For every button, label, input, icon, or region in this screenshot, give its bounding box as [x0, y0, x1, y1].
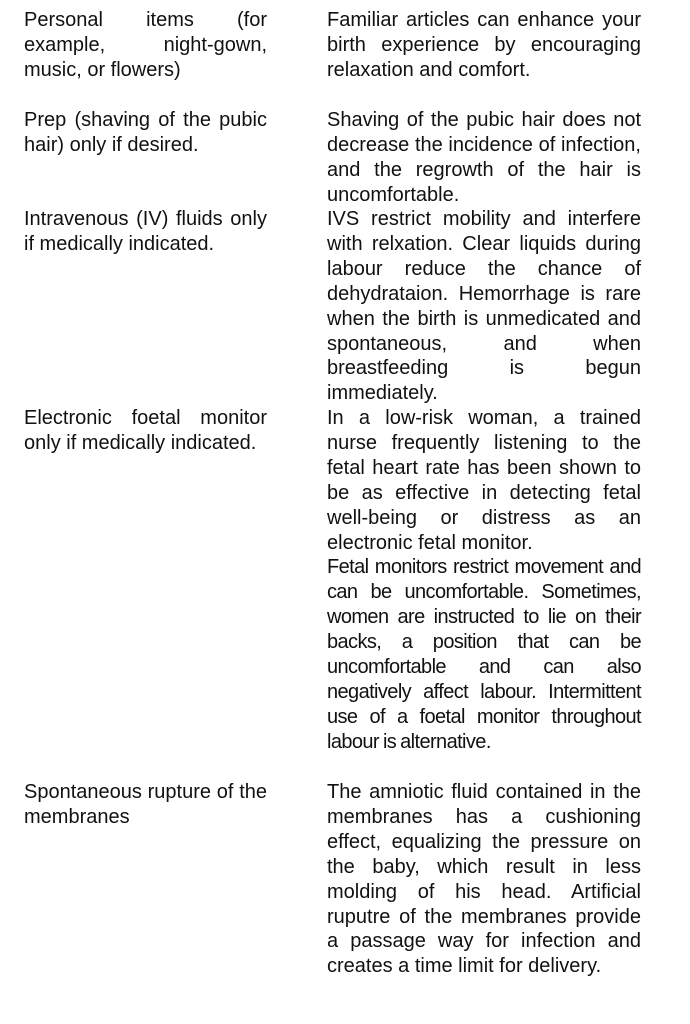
- explanation-text: IVS restrict mobility and interfere with relxation. Clear liquids during labour reduce the chance of dehydrataion. Hemorrhage is rare when the birth is unmedicated and spontaneous, and when breastfeeding is begun immediately.: [327, 208, 641, 405]
- label-text: Personal items (for example, night-gown, music, or flowers): [24, 9, 267, 81]
- explanation-text: Familiar articles can enhance your birth experience by encouraging relaxation and comfort.: [327, 9, 641, 81]
- explanation-text: In a low-risk woman, a trained nurse frequently listening to the fetal heart rate has been shown to be as effective in detecting fetal well-being or distress as an electronic fetal monitor.: [327, 407, 641, 554]
- explanation-text: The amniotic fluid contained in the membranes has a cushioning effect, equalizing the pressure on the baby, which result in less molding of his head. Artificial ruputre of the membranes provide a passage way for infection and creates a time limit for delivery.: [327, 781, 641, 978]
- row-label: [24, 406, 267, 456]
- row-explanation: [327, 406, 641, 755]
- row-label: [24, 108, 267, 158]
- row-label: [24, 8, 267, 83]
- row-explanation: [327, 108, 641, 208]
- label-text: Spontaneous rupture of the membranes: [24, 781, 267, 828]
- row-explanation: [327, 207, 641, 406]
- explanation-text: Shaving of the pubic hair does not decrease the incidence of infection, and the regrowth of the hair is uncomfortable.: [327, 109, 641, 206]
- label-text: Prep (shaving of the pubic hair) only if desired.: [24, 109, 267, 156]
- label-text: Intravenous (IV) fluids only if medically indicated.: [24, 208, 267, 255]
- explanation-text-continued: Fetal monitors restrict movement and can be uncomfortable. Sometimes, women are instructed to lie on their backs, a position that can be uncomfortable and can also negatively affect labour. Intermittent use of a foetal monitor throughout labour is alternative.: [327, 556, 641, 753]
- row-explanation: [327, 780, 641, 979]
- label-text: Electronic foetal monitor only if medically indicated.: [24, 407, 267, 454]
- row-label: [24, 207, 267, 257]
- row-explanation: [327, 8, 641, 83]
- row-label: [24, 780, 267, 830]
